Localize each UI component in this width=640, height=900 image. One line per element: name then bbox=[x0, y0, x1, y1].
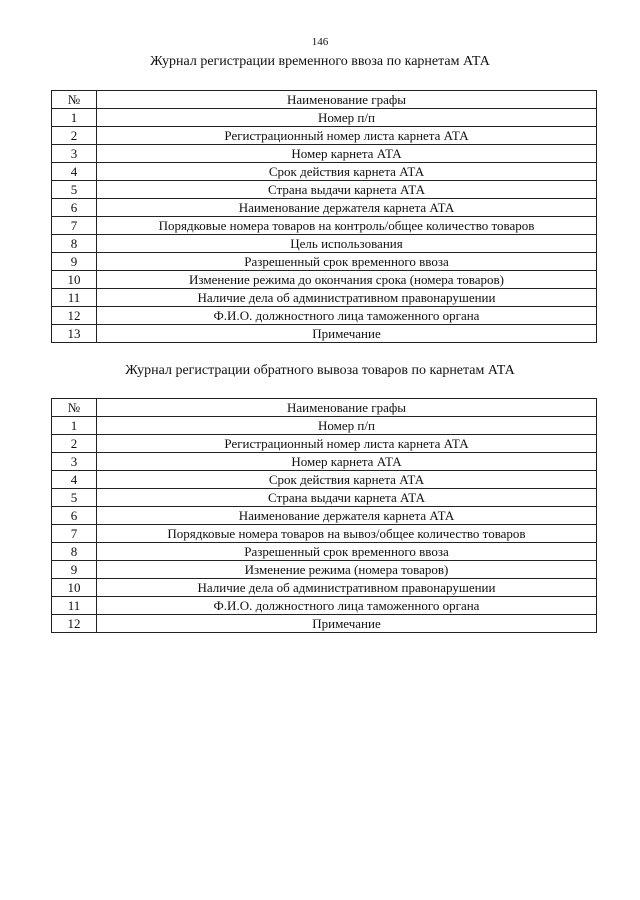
table-temporary-import bbox=[51, 90, 597, 343]
table-row bbox=[52, 181, 597, 199]
table-row bbox=[52, 543, 597, 561]
row-field-name: Ф.И.О. должностного лица таможенного органа bbox=[97, 307, 597, 325]
table-row bbox=[52, 561, 597, 579]
row-number: 12 bbox=[52, 615, 97, 633]
table-row bbox=[52, 307, 597, 325]
row-field-name: Регистрационный номер листа карнета АТА bbox=[97, 435, 597, 453]
table-row bbox=[52, 471, 597, 489]
table-header-row bbox=[52, 399, 597, 417]
table-row bbox=[52, 199, 597, 217]
table-header-row bbox=[52, 91, 597, 109]
row-number: 7 bbox=[52, 525, 97, 543]
table-row bbox=[52, 217, 597, 235]
row-number: 11 bbox=[52, 289, 97, 307]
table-row bbox=[52, 163, 597, 181]
table-row bbox=[52, 453, 597, 471]
row-number: 3 bbox=[52, 453, 97, 471]
row-field-name: Номер п/п bbox=[97, 109, 597, 127]
row-number: 2 bbox=[52, 435, 97, 453]
row-number: 7 bbox=[52, 217, 97, 235]
table-row bbox=[52, 489, 597, 507]
row-field-name: Изменение режима (номера товаров) bbox=[97, 561, 597, 579]
row-number: 4 bbox=[52, 163, 97, 181]
row-number: 10 bbox=[52, 579, 97, 597]
row-number: 3 bbox=[52, 145, 97, 163]
row-field-name: Наличие дела об административном правонарушении bbox=[97, 289, 597, 307]
row-number: 8 bbox=[52, 235, 97, 253]
table-row bbox=[52, 579, 597, 597]
header-num: № bbox=[52, 399, 97, 417]
row-field-name: Ф.И.О. должностного лица таможенного органа bbox=[97, 597, 597, 615]
table-row bbox=[52, 127, 597, 145]
row-field-name: Примечание bbox=[97, 325, 597, 343]
table-row bbox=[52, 289, 597, 307]
row-field-name: Порядковые номера товаров на вывоз/общее количество товаров bbox=[97, 525, 597, 543]
table-row bbox=[52, 271, 597, 289]
row-number: 6 bbox=[52, 199, 97, 217]
row-field-name: Наименование держателя карнета АТА bbox=[97, 507, 597, 525]
table-row bbox=[52, 253, 597, 271]
row-number: 4 bbox=[52, 471, 97, 489]
row-number: 1 bbox=[52, 417, 97, 435]
table-row bbox=[52, 597, 597, 615]
row-number: 12 bbox=[52, 307, 97, 325]
row-number: 8 bbox=[52, 543, 97, 561]
row-field-name: Номер п/п bbox=[97, 417, 597, 435]
row-field-name: Страна выдачи карнета АТА bbox=[97, 181, 597, 199]
row-number: 5 bbox=[52, 489, 97, 507]
table-row bbox=[52, 417, 597, 435]
table-title-re-export: Журнал регистрации обратного вывоза товаров по карнетам АТА bbox=[125, 363, 515, 378]
table-row bbox=[52, 145, 597, 163]
row-number: 9 bbox=[52, 561, 97, 579]
row-field-name: Порядковые номера товаров на контроль/общее количество товаров bbox=[97, 217, 597, 235]
row-field-name: Наличие дела об административном правонарушении bbox=[97, 579, 597, 597]
row-number: 1 bbox=[52, 109, 97, 127]
header-name: Наименование графы bbox=[97, 91, 597, 109]
row-number: 6 bbox=[52, 507, 97, 525]
table-re-export bbox=[51, 398, 597, 633]
row-field-name: Срок действия карнета АТА bbox=[97, 163, 597, 181]
row-number: 9 bbox=[52, 253, 97, 271]
table-row bbox=[52, 435, 597, 453]
row-number: 11 bbox=[52, 597, 97, 615]
row-field-name: Номер карнета АТА bbox=[97, 453, 597, 471]
header-name: Наименование графы bbox=[97, 399, 597, 417]
table-row bbox=[52, 325, 597, 343]
table-row bbox=[52, 615, 597, 633]
page-number: 146 bbox=[311, 36, 329, 48]
row-field-name: Срок действия карнета АТА bbox=[97, 471, 597, 489]
row-field-name: Примечание bbox=[97, 615, 597, 633]
row-number: 10 bbox=[52, 271, 97, 289]
row-field-name: Разрешенный срок временного ввоза bbox=[97, 543, 597, 561]
row-field-name: Страна выдачи карнета АТА bbox=[97, 489, 597, 507]
row-field-name: Цель использования bbox=[97, 235, 597, 253]
row-field-name: Наименование держателя карнета АТА bbox=[97, 199, 597, 217]
row-number: 2 bbox=[52, 127, 97, 145]
row-field-name: Изменение режима до окончания срока (номера товаров) bbox=[97, 271, 597, 289]
row-field-name: Номер карнета АТА bbox=[97, 145, 597, 163]
row-number: 13 bbox=[52, 325, 97, 343]
table-row bbox=[52, 525, 597, 543]
table-row bbox=[52, 109, 597, 127]
header-num: № bbox=[52, 91, 97, 109]
table-title-temporary-import: Журнал регистрации временного ввоза по карнетам АТА bbox=[150, 54, 490, 69]
table-row bbox=[52, 235, 597, 253]
row-number: 5 bbox=[52, 181, 97, 199]
row-field-name: Регистрационный номер листа карнета АТА bbox=[97, 127, 597, 145]
table-row bbox=[52, 507, 597, 525]
row-field-name: Разрешенный срок временного ввоза bbox=[97, 253, 597, 271]
